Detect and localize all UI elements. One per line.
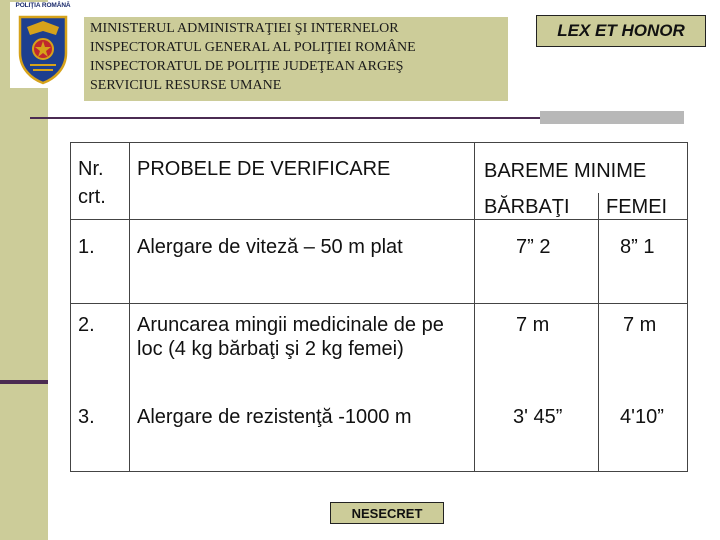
row-2-probe: Aruncarea mingii medicinale de pe loc (4 kg bărbaţi şi 2 kg femei) (137, 314, 444, 360)
row-3-probe: Alergare de rezistenţă -1000 m (137, 406, 412, 428)
police-crest-icon (16, 13, 70, 85)
row-2-nr: 2. (78, 314, 95, 336)
header-women: FEMEI (606, 196, 668, 218)
table-row-divider-1 (71, 303, 687, 304)
table-col-divider-sex (598, 193, 599, 471)
row-2-women: 7 m (623, 314, 657, 336)
header-line-inspectorate-general: INSPECTORATUL GENERAL AL POLIŢIEI ROMÂNE (90, 40, 416, 55)
probes-table (70, 142, 688, 472)
left-bar-accent (0, 380, 48, 384)
row-3-men: 3' 45” (513, 406, 563, 428)
motto-box: LEX ET HONOR (536, 15, 706, 47)
row-3-women: 4'10” (620, 406, 664, 428)
header-nr: Nr. (78, 158, 104, 180)
table-col-divider-nr (129, 143, 130, 471)
header-crt: crt. (78, 186, 106, 208)
table-header-divider (71, 219, 687, 220)
divider-gray-block (540, 111, 684, 124)
header-line-ministry: MINISTERUL ADMINISTRAŢIEI ŞI INTERNELOR (90, 21, 399, 36)
header-probes: PROBELE DE VERIFICARE (137, 158, 391, 180)
classification-badge: NESECRET (330, 502, 444, 524)
header-men: BĂRBAŢI (484, 196, 570, 218)
row-1-women: 8” 1 (620, 236, 655, 258)
row-3-nr: 3. (78, 406, 95, 428)
police-logo (10, 2, 76, 88)
header-bareme: BAREME MINIME (484, 160, 647, 182)
row-1-men: 7” 2 (516, 236, 551, 258)
row-1-nr: 1. (78, 236, 95, 258)
row-2-men: 7 m (516, 314, 550, 336)
logo-caption: POLIŢIA ROMÂNĂ (15, 2, 71, 9)
table-col-divider-probe (474, 143, 475, 471)
header-line-county-inspectorate: INSPECTORATUL DE POLIŢIE JUDEŢEAN ARGEŞ (90, 59, 404, 74)
header-institution-box (84, 17, 508, 101)
header-line-service: SERVICIUL RESURSE UMANE (90, 78, 282, 93)
row-1-probe: Alergare de viteză – 50 m plat (137, 236, 403, 258)
